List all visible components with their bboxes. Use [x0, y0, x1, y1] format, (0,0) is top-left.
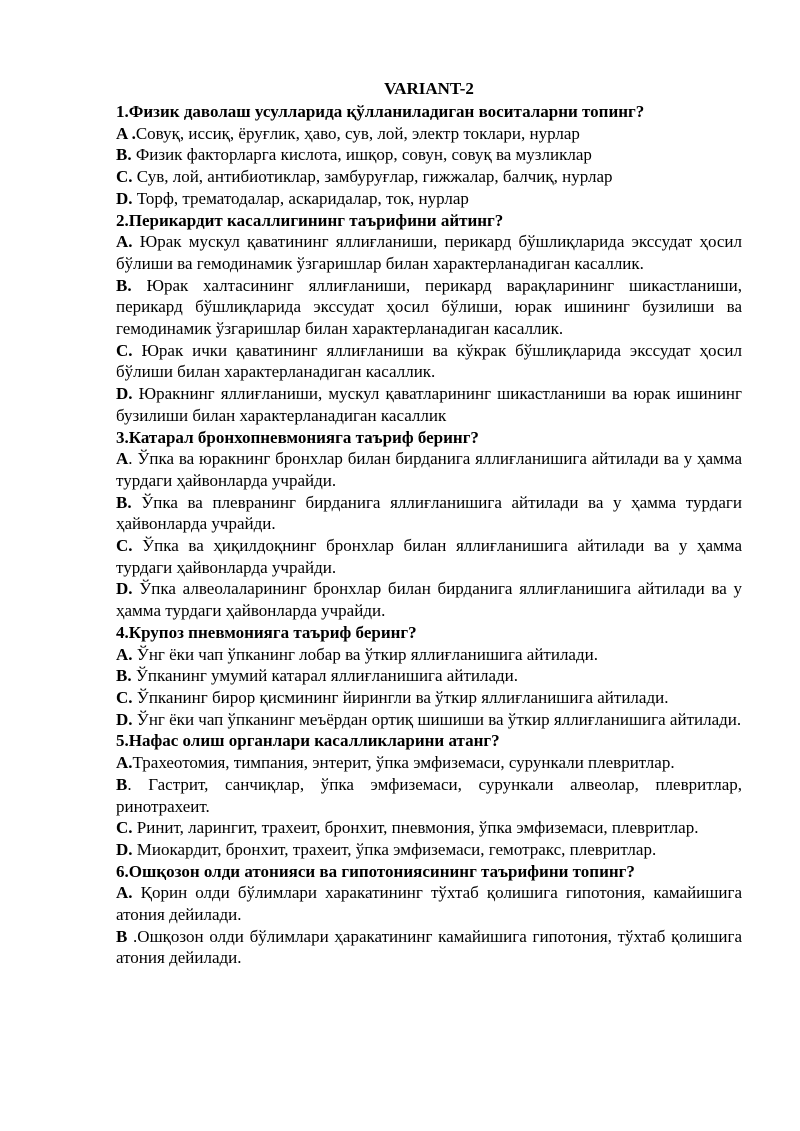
- question-text: 2.Перикардит касаллигининг таърифини айтинг?: [116, 210, 504, 230]
- question-text: 5.Нафас олиш органлари касалликларини атанг?: [116, 731, 500, 751]
- question-text: 4.Крупоз пневмонияга таъриф беринг?: [116, 622, 417, 642]
- option-label: A.: [116, 883, 133, 903]
- option-text: Ўпканинг бирор қисмининг йирингли ва ўткир яллиғланишига айтилади.: [132, 687, 669, 707]
- option-c: [116, 817, 742, 839]
- question-1: [116, 101, 742, 210]
- option-label: D.: [116, 384, 133, 404]
- question-4: [116, 622, 742, 731]
- option-text: Юрак халтасининг яллиғланиши, перикард варақларининг шикастланиши, перикард бўшлиқларида экссудат ҳосил бўлиши, юрак ишининг бузилиши ва гемодинамик ўзгаришлар билан характерланадиган касаллик.: [116, 275, 742, 339]
- option-b: [116, 492, 742, 535]
- option-text: . Гастрит, санчиқлар, ўпка эмфиземаси, сурункали алвеолар, плевритлар, ринотрахеит.: [116, 774, 742, 816]
- option-label: C.: [116, 167, 133, 187]
- option-b: [116, 926, 742, 969]
- option-text: Ўнг ёки чап ўпканинг меъёрдан ортиқ шишиши ва ўткир яллиғланишига айтилади.: [132, 709, 742, 729]
- option-label: C.: [116, 340, 133, 360]
- question-6: [116, 861, 742, 970]
- option-text: Торф, трематодалар, аскаридалар, ток, нурлар: [132, 188, 469, 208]
- option-text: Физик факторларга кислота, ишқор, совун, совуқ ва музликлар: [131, 145, 592, 165]
- option-label: B: [116, 774, 128, 794]
- option-label: C.: [116, 536, 133, 556]
- option-text: Сув, лой, антибиотиклар, замбуруғлар, гижжалар, балчиқ, нурлар: [132, 167, 613, 187]
- option-label: B.: [116, 275, 132, 295]
- option-label: D.: [116, 839, 133, 859]
- question-text: 3.Катарал бронхопневмонияга таъриф беринг?: [116, 427, 479, 447]
- option-a: [116, 882, 742, 925]
- option-text: Миокардит, бронхит, трахеит, ўпка эмфиземаси, гемотракс, плевритлар.: [132, 839, 657, 859]
- option-a: [116, 644, 742, 666]
- option-label: B.: [116, 145, 132, 165]
- option-text: Ўнг ёки чап ўпканинг лобар ва ўткир яллиғланишига айтилади.: [132, 644, 598, 664]
- question-2: [116, 210, 742, 427]
- option-label: A .: [116, 123, 136, 143]
- option-d: [116, 709, 742, 731]
- option-text: Ўпка ва плевранинг бирданига яллиғланишига айтилади ва у ҳамма турдаги ҳайвонларда учрайди.: [116, 492, 742, 534]
- option-c: [116, 166, 742, 188]
- option-label: C.: [116, 687, 133, 707]
- option-d: [116, 839, 742, 861]
- option-a: [116, 752, 742, 774]
- option-a: [116, 231, 742, 274]
- option-text: Юрак мускул қаватининг яллиғланиши, перикард бўшлиқларида экссудат ҳосил бўлиши ва гемодинамик ўзгаришлар билан характерланадиган касаллик.: [116, 232, 742, 273]
- question-text: 1.Физик даволаш усулларида қўлланиладиган воситаларни топинг?: [116, 102, 645, 121]
- option-label: A.: [116, 753, 133, 773]
- option-label: C.: [116, 818, 133, 838]
- option-label: D.: [116, 709, 133, 729]
- option-text: . Ўпка ва юракнинг бронхлар билан бирданига яллиғланишига айтилади ва у ҳамма турдаги ҳайвонларда учрайди.: [116, 449, 742, 490]
- option-text: Юрак ички қаватининг яллиғланиши ва кўкрак бўшлиқларида экссудат ҳосил бўлиши билан характерланадиган касаллик.: [116, 340, 742, 382]
- option-text: Юракнинг яллиғланиши, мускул қаватларининг шикастланиши ва юрак ишининг бузилиши билан характерланадиган касаллик: [116, 384, 742, 425]
- question-text: 6.Ошқозон олди атонияси ва гипотониясининг таърифини топинг?: [116, 861, 635, 881]
- option-c: [116, 535, 742, 578]
- option-label: D.: [116, 579, 133, 599]
- option-label: A.: [116, 232, 133, 252]
- option-c: [116, 340, 742, 383]
- option-a: [116, 448, 742, 491]
- option-b: [116, 665, 742, 687]
- option-c: [116, 687, 742, 709]
- option-label: A: [116, 449, 129, 469]
- option-label: B.: [116, 492, 132, 512]
- option-text: Ўпка ва ҳиқилдоқнинг бронхлар билан яллиғланишига айтилади ва у ҳамма турдаги ҳайвонларда учрайди.: [116, 536, 742, 577]
- option-text: Трахеотомия, тимпания, энтерит, ўпка эмфиземаси, сурункали плевритлар.: [132, 753, 675, 773]
- option-d: [116, 383, 742, 426]
- option-text: Совуқ, иссиқ, ёруғлик, ҳаво, сув, лой, электр токлари, нурлар: [135, 123, 580, 143]
- option-d: [116, 578, 742, 621]
- option-text: Ўпка алвеолаларининг бронхлар билан бирданига яллиғланишига айтилади ва у ҳамма турдаги ҳайвонларда учрайди.: [116, 579, 742, 621]
- option-a: [116, 123, 742, 145]
- page-title: VARIANT-2: [384, 79, 474, 98]
- option-b: [116, 774, 742, 817]
- option-text: Қорин олди бўлимлари харакатининг тўхтаб қолишига гипотония, камайишига атония дейилади.: [116, 883, 742, 925]
- question-5: [116, 730, 742, 860]
- question-3: [116, 427, 742, 622]
- option-text: Ринит, ларингит, трахеит, бронхит, пневмония, ўпка эмфиземаси, плевритлар.: [132, 818, 699, 838]
- option-label: B: [116, 926, 128, 946]
- option-label: A.: [116, 644, 133, 664]
- option-label: B.: [116, 666, 132, 686]
- option-text: Ўпканинг умумий катарал яллиғланишига айтилади.: [131, 666, 519, 686]
- option-b: [116, 144, 742, 166]
- option-label: D.: [116, 188, 133, 208]
- option-b: [116, 275, 742, 340]
- option-d: [116, 188, 742, 210]
- option-text: .Ошқозон олди бўлимлари ҳаракатининг камайишига гипотония, тўхтаб қолишига атония дейилади.: [116, 926, 742, 968]
